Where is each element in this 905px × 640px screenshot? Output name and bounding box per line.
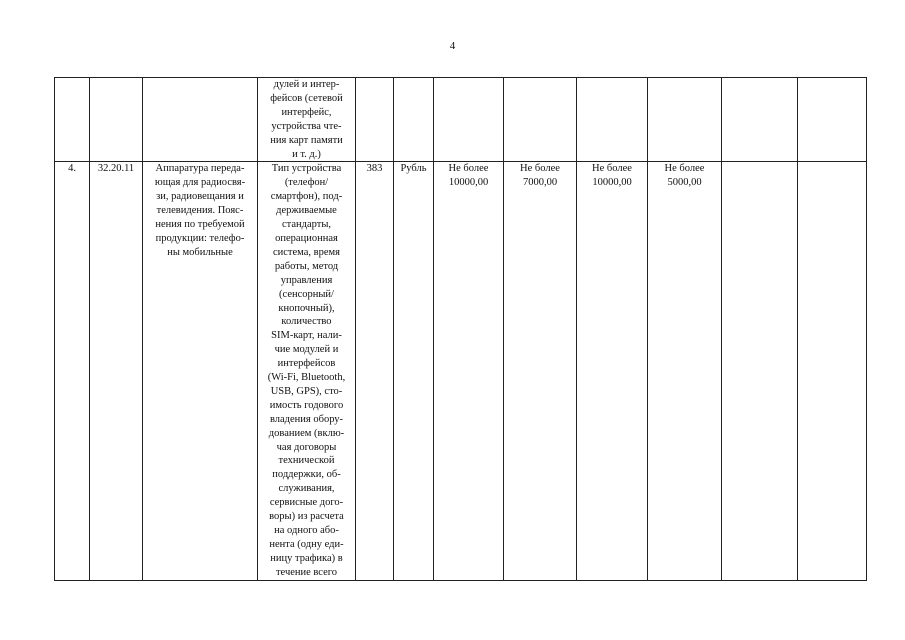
cell-text: Тип устройства (телефон/ смартфон), под- держиваемые стандарты, операционная система, время работы, метод управления (сенсорный/ кнопочный), количество SIM-карт, нали- чие модулей и интерфейсов (Wi-Fi, Bluetooth, USB, GPS), сто- имость годового владения обору- дованием (вклю- чая договоры технической поддержки, об- служивания, сервисные дого- воры) из расчета на одного або- нента (одну еди- ницу трафика) в течение всего bbox=[267, 163, 346, 578]
cell-number bbox=[55, 78, 90, 162]
cell-value-1 bbox=[434, 78, 504, 162]
cell-characteristics bbox=[258, 162, 356, 580]
cell-product-name bbox=[143, 162, 258, 580]
cell-okei-code bbox=[356, 78, 394, 162]
cell-product-name bbox=[143, 78, 258, 162]
cell-text: Не более 10000,00 bbox=[592, 163, 632, 189]
cell-extra-2 bbox=[798, 78, 867, 162]
cell-text: 4. bbox=[68, 163, 76, 175]
cell-extra-1 bbox=[722, 78, 798, 162]
cell-text: 383 bbox=[366, 163, 383, 175]
cell-value-2 bbox=[504, 162, 577, 580]
cell-text: дулей и интер- фейсов (сетевой интерфейс, устройства чте- ния карт памяти и т. д.) bbox=[270, 79, 343, 160]
cell-value-2 bbox=[504, 78, 577, 162]
cell-characteristics bbox=[258, 78, 356, 162]
table-row bbox=[55, 162, 867, 580]
cell-text: Рубль bbox=[400, 163, 427, 175]
cell-value-1 bbox=[434, 162, 504, 580]
cell-unit bbox=[394, 78, 434, 162]
cell-value-3 bbox=[577, 78, 648, 162]
cell-extra-2 bbox=[798, 162, 867, 580]
cell-value-4 bbox=[648, 78, 722, 162]
cell-text: Не более 5000,00 bbox=[664, 163, 705, 189]
cell-extra-1 bbox=[722, 162, 798, 580]
cell-text: 32.20.11 bbox=[97, 163, 135, 175]
cell-text: Не более 7000,00 bbox=[520, 163, 560, 189]
cell-unit bbox=[394, 162, 434, 580]
table-row bbox=[55, 78, 867, 162]
cell-value-4 bbox=[648, 162, 722, 580]
cell-value-3 bbox=[577, 162, 648, 580]
cell-text: Не более 10000,00 bbox=[448, 163, 489, 189]
cell-okei-code bbox=[356, 162, 394, 580]
cell-text: Аппаратура переда- ющая для радиосвя- зи, радиовещания и телевидения. Пояс- нения по требуемой продукции: телефо- ны мобильные bbox=[154, 163, 246, 258]
cell-number bbox=[55, 162, 90, 580]
cell-code bbox=[90, 78, 143, 162]
requirements-table bbox=[54, 77, 867, 581]
cell-code bbox=[90, 162, 143, 580]
page-number: 4 bbox=[449, 40, 456, 52]
